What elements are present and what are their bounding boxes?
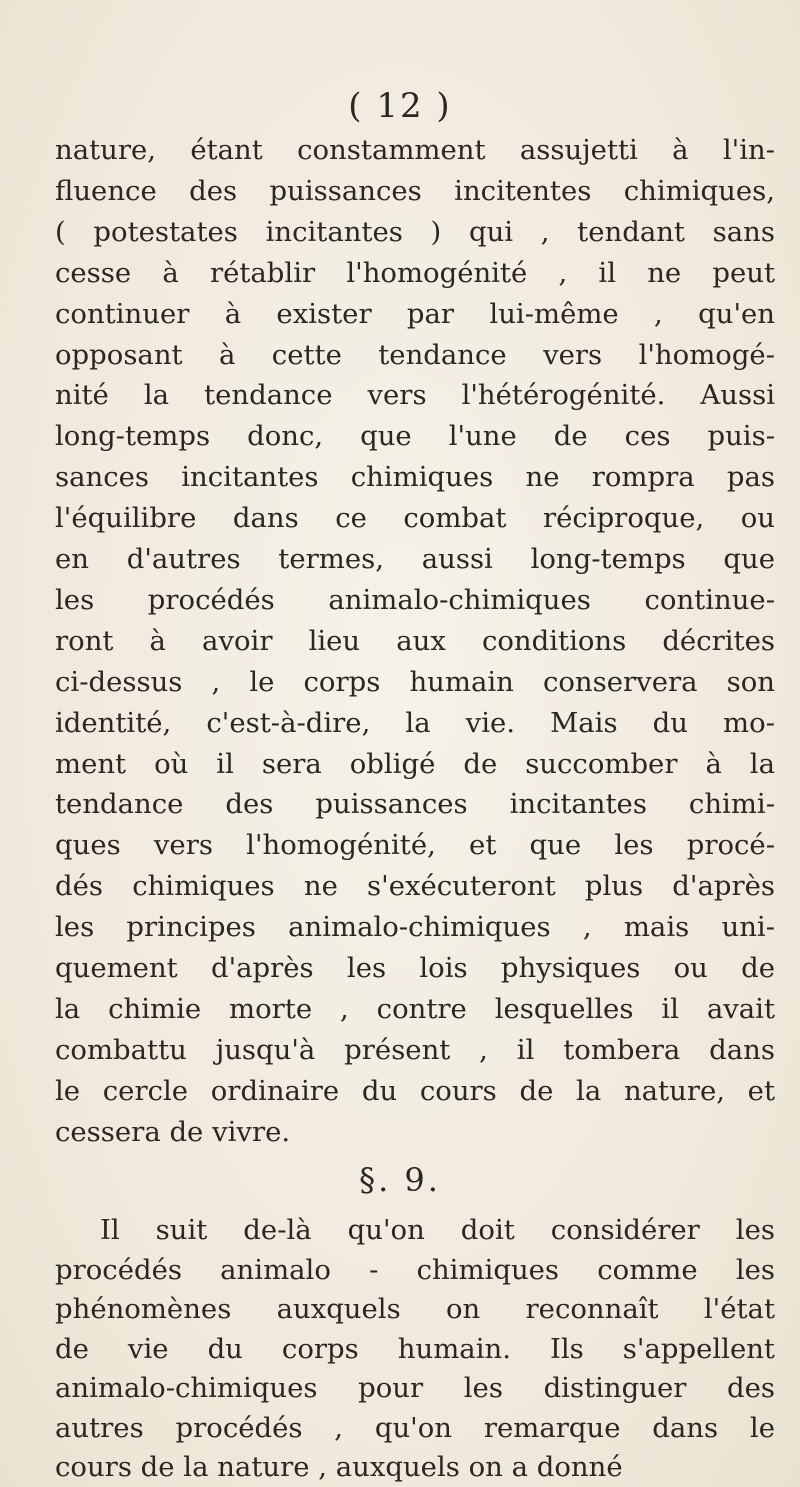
text-line: opposant à cette tendance vers l'homogé- <box>55 338 775 371</box>
text-line: quement d'après les lois physiques ou de <box>55 952 775 984</box>
text-line: Il suit de-là qu'on doit considérer les <box>100 1214 775 1246</box>
section-heading: §. 9. <box>359 1161 441 1199</box>
text-line: cours de la nature , auxquels on a donné <box>55 1451 623 1483</box>
text-line: nature, étant constamment assujetti à l'in- <box>55 134 775 166</box>
text-line: le cercle ordinaire du cours de la nature, et <box>55 1074 775 1107</box>
text-line: phénomènes auxquels on reconnaît l'état <box>55 1293 775 1325</box>
text-line: en d'autres termes, aussi long-temps que <box>55 543 775 575</box>
text-line: nité la tendance vers l'hétérogénité. Aussi <box>55 379 775 412</box>
text-line: ment où il sera obligé de succomber à la <box>55 747 775 780</box>
text-line: animalo-chimiques pour les distinguer des <box>55 1372 775 1404</box>
text-line: combattu jusqu'à présent , il tombera dans <box>55 1033 775 1066</box>
text-line: tendance des puissances incitantes chimi- <box>55 788 775 821</box>
text-line: fluence des puissances incitentes chimiques, <box>55 174 775 207</box>
text-line: sances incitantes chimiques ne rompra pas <box>55 461 775 494</box>
text-line: procédés animalo - chimiques comme les <box>55 1253 775 1286</box>
text-line: cessera de vivre. <box>55 1115 291 1148</box>
text-line: continuer à exister par lui-même , qu'en <box>55 297 775 330</box>
text-line: identité, c'est-à-dire, la vie. Mais du mo- <box>55 706 775 739</box>
text-line: long-temps donc, que l'une de ces puis- <box>55 420 775 453</box>
text-line: ques vers l'homogénité, et que les procé- <box>55 829 775 862</box>
text-line: la chimie morte , contre lesquelles il avait <box>55 992 775 1025</box>
text-line: ( potestates incitantes ) qui , tendant sans <box>55 215 775 248</box>
text-line: les procédés animalo-chimiques continue- <box>55 583 775 616</box>
text-line: de vie du corps humain. Ils s'appellent <box>55 1332 775 1365</box>
page-number: ( 12 ) <box>348 86 452 126</box>
text-line: autres procédés , qu'on remarque dans le <box>55 1411 775 1444</box>
text-line: dés chimiques ne s'exécuteront plus d'après <box>55 870 775 903</box>
text-line: les principes animalo-chimiques , mais uni- <box>55 911 775 944</box>
text-line: ci-dessus , le corps humain conservera son <box>55 665 775 698</box>
text-line: l'équilibre dans ce combat réciproque, ou <box>55 502 775 535</box>
text-line: cesse à rétablir l'homogénité , il ne peut <box>55 256 775 289</box>
text-line: ront à avoir lieu aux conditions décrites <box>55 624 775 657</box>
